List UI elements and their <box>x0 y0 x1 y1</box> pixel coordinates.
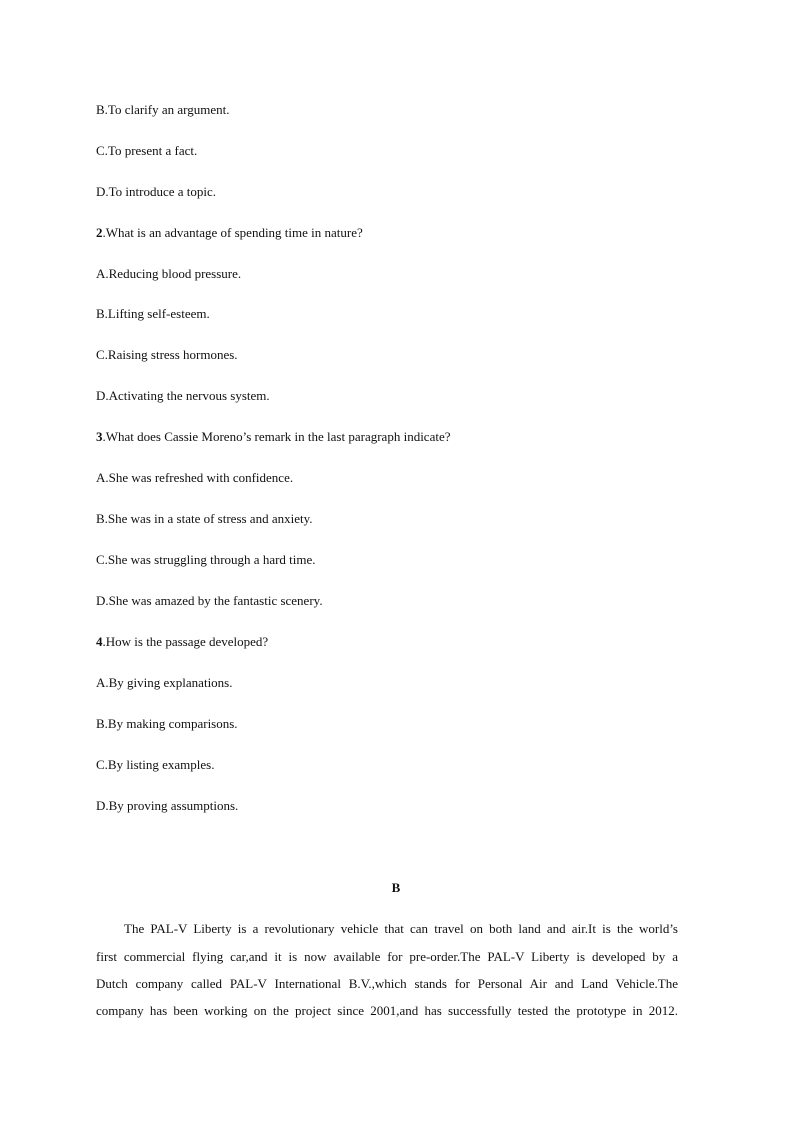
document-page <box>96 0 696 1123</box>
q3-option-b: B.She was in a state of stress and anxiety. <box>96 511 313 526</box>
q4-option-c: C.By listing examples. <box>96 757 215 772</box>
section-b-paragraph-line-1: The PAL-V Liberty is a revolutionary vehicle that can travel on both land and air.It is the world’s <box>124 921 678 936</box>
q4-option-b: B.By making comparisons. <box>96 716 238 731</box>
q3-text: .What does Cassie Moreno’s remark in the last paragraph indicate? <box>102 429 451 444</box>
q4-number: 4 <box>96 634 103 649</box>
section-b-title: B <box>391 880 401 895</box>
section-b-paragraph-line-4: company has been working on the project since 2001,and has successfully tested the prototype in 2012. <box>96 1003 678 1018</box>
q1-option-c: C.To present a fact. <box>96 143 198 158</box>
section-b-paragraph-line-3: Dutch company called PAL-V International B.V.,which stands for Personal Air and Land Vehicle.The <box>96 976 678 991</box>
q2-number: 2 <box>96 225 103 240</box>
q3-option-c: C.She was struggling through a hard time. <box>96 552 316 567</box>
q2-text: .What is an advantage of spending time in nature? <box>102 225 363 240</box>
q4-text: .How is the passage developed? <box>102 634 269 649</box>
q3-option-d: D.She was amazed by the fantastic scenery. <box>96 593 323 608</box>
q2-option-c: C.Raising stress hormones. <box>96 347 238 362</box>
q2-option-b: B.Lifting self-esteem. <box>96 306 210 321</box>
q4-stem <box>96 634 268 650</box>
q3-stem <box>96 429 451 445</box>
q2-stem <box>96 225 363 241</box>
q3-number: 3 <box>96 429 103 444</box>
q4-option-d: D.By proving assumptions. <box>96 798 239 813</box>
q2-option-a: A.Reducing blood pressure. <box>96 266 242 281</box>
q3-option-a: A.She was refreshed with confidence. <box>96 470 294 485</box>
q1-option-b: B.To clarify an argument. <box>96 102 230 117</box>
section-b-paragraph-line-2: first commercial flying car,and it is now available for pre-order.The PAL-V Liberty is developed by a <box>96 949 678 964</box>
q2-option-d: D.Activating the nervous system. <box>96 388 270 403</box>
q4-option-a: A.By giving explanations. <box>96 675 233 690</box>
q1-option-d: D.To introduce a topic. <box>96 184 217 199</box>
